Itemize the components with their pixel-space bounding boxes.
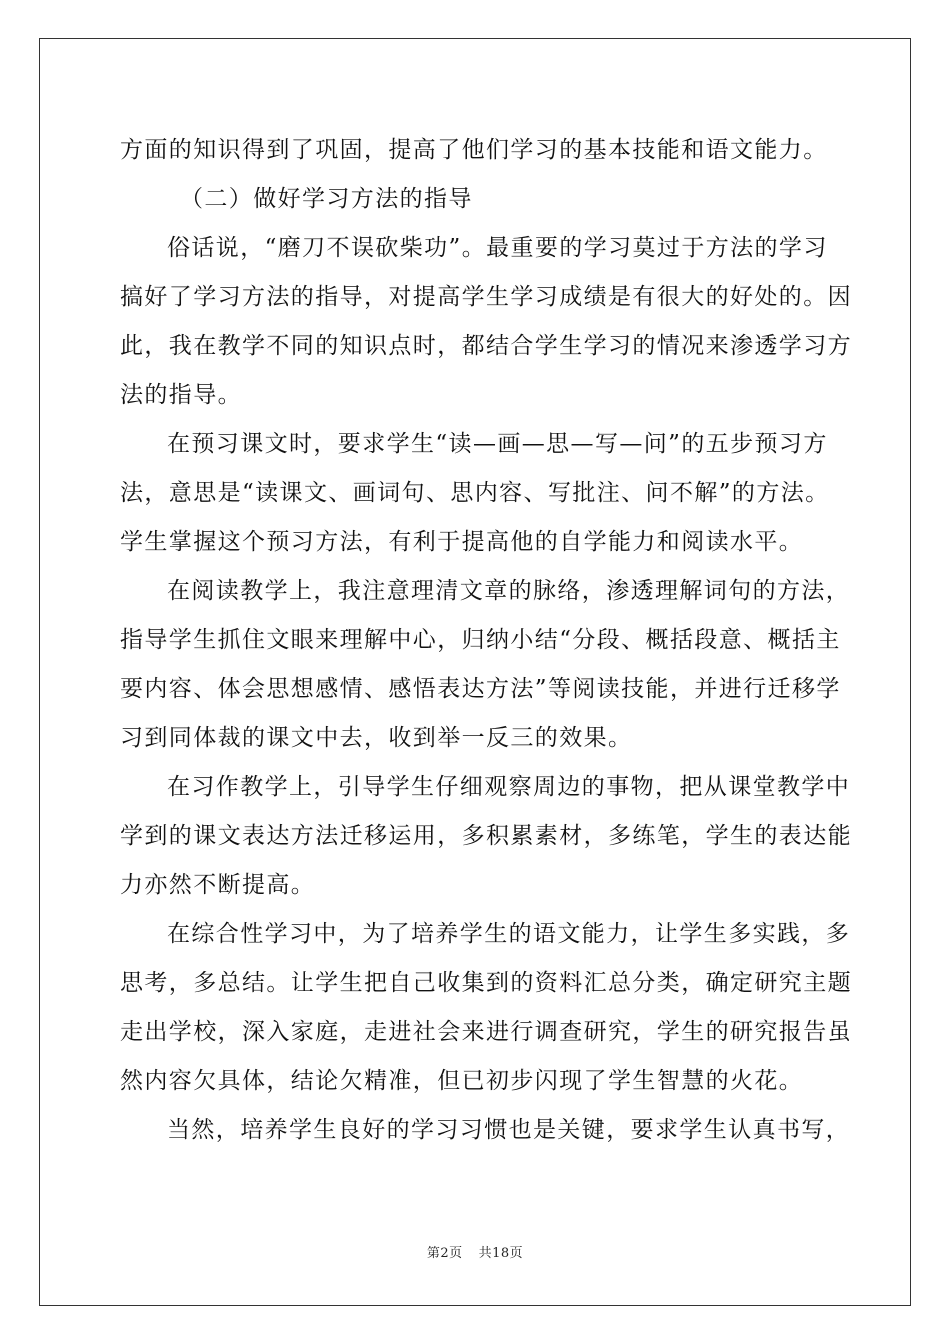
text-line: 在习作教学上，引导学生仔细观察周边的事物，把从课堂教学中	[167, 774, 851, 800]
text-line: 此，我在教学不同的知识点时，都结合学生学习的情况来渗透学习方	[120, 333, 852, 359]
text-line: 力亦然不断提高。	[120, 872, 316, 898]
text-line: 然内容欠具体，结论欠精准，但已初步闪现了学生智慧的火花。	[120, 1068, 804, 1094]
text-line: 俗话说，“磨刀不误砍柴功”。最重要的学习莫过于方法的学习	[167, 235, 828, 261]
page-footer	[0, 1246, 950, 1262]
text-line: 习到同体裁的课文中去，收到举一反三的效果。	[120, 725, 633, 751]
document-body	[120, 126, 852, 1155]
page-number: 第2页	[426, 1246, 463, 1261]
text-line: 要内容、体会思想感情、感悟表达方法”等阅读技能，并进行迁移学	[120, 676, 841, 702]
page-total: 共18页	[478, 1246, 524, 1261]
text-line: 法，意思是“读课文、画词句、思内容、写批注、问不解”的方法。	[120, 480, 830, 506]
text-line: 思考，多总结。让学生把自己收集到的资料汇总分类，确定研究主题	[120, 970, 852, 996]
section-heading: （二）做好学习方法的指导	[180, 186, 473, 212]
text-line: 方面的知识得到了巩固，提高了他们学习的基本技能和语文能力。	[120, 137, 828, 163]
text-line: 搞好了学习方法的指导，对提高学生学习成绩是有很大的好处的。因	[120, 284, 852, 310]
text-line: 走出学校，深入家庭，走进社会来进行调查研究，学生的研究报告虽	[120, 1019, 852, 1045]
text-line: 在预习课文时，要求学生“读—画—思—写—问”的五步预习方	[167, 431, 828, 457]
text-line: 法的指导。	[120, 382, 242, 408]
text-line: 在阅读教学上，我注意理清文章的脉络，渗透理解词句的方法，	[167, 578, 851, 604]
text-line: 学生掌握这个预习方法，有利于提高他的自学能力和阅读水平。	[120, 529, 804, 555]
text-line: 当然，培养学生良好的学习习惯也是关键，要求学生认真书写，	[167, 1117, 851, 1143]
text-line: 指导学生抓住文眼来理解中心，归纳小结“分段、概括段意、概括主	[120, 627, 841, 653]
text-line: 学到的课文表达方法迁移运用，多积累素材，多练笔，学生的表达能	[120, 823, 852, 849]
text-line: 在综合性学习中，为了培养学生的语文能力，让学生多实践，多	[167, 921, 851, 947]
